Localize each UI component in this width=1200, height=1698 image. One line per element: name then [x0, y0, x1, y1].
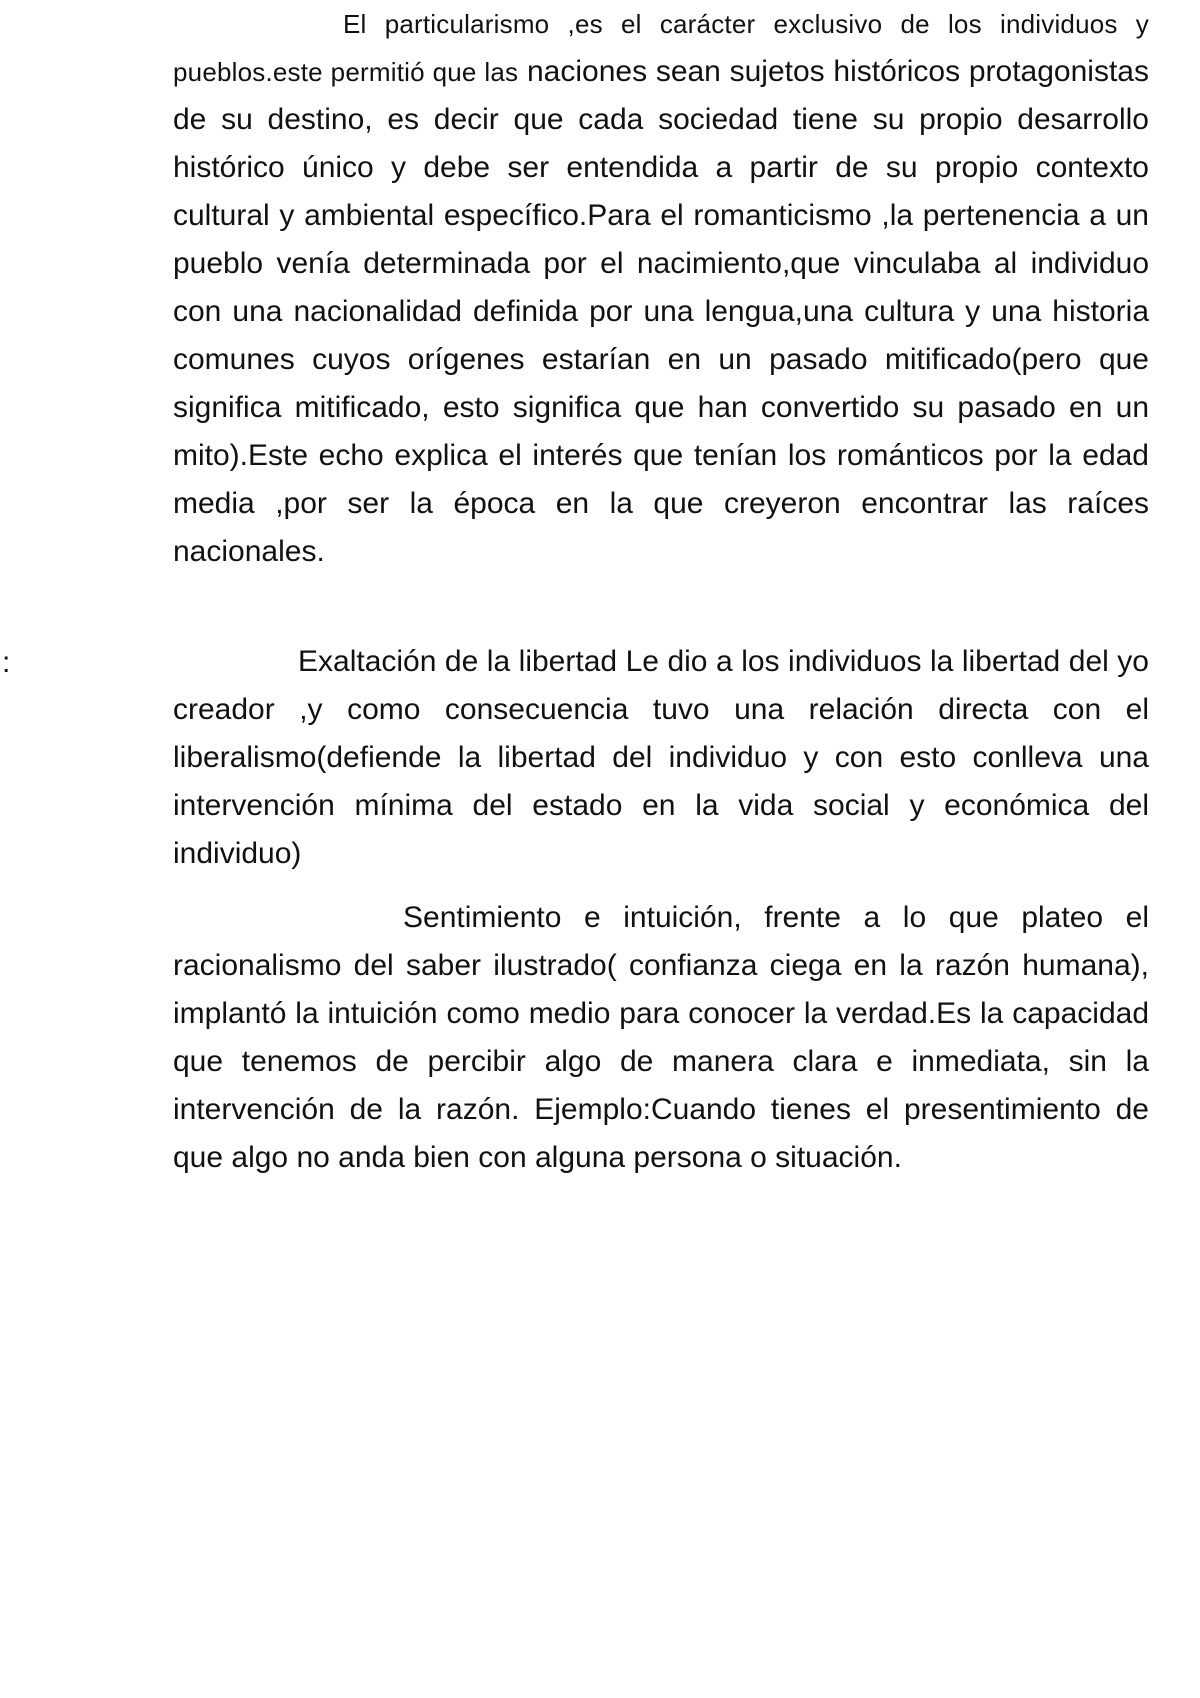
paragraph-body: naciones sean sujetos históricos protagonistas de su destino, es decir que cada sociedad tiene su propio desarrollo histórico único y debe ser entendida a partir de su propio contexto cultural y ambiental específico.Para el romanticismo ,la pertenencia a un pueblo venía determinada por el nacimiento,que vinculaba al individuo con una nacionalidad definida por una lengua,una cultura y una historia comunes cuyos orígenes estarían en un pasado mitificado(pero que significa mitificado, esto significa que han convertido su pasado en un mito).Este echo explica el interés que tenían los románticos por la edad media ,por ser la época en la que creyeron encontrar las raíces nacionales.: [173, 55, 1149, 568]
stray-colon-mark: :: [2, 646, 11, 679]
paragraph-particularismo: [173, 0, 1149, 576]
paragraph-sentimiento-intuicion: Sentimiento e intuición, frente a lo que plateo el racionalismo del saber ilustrado( confianza ciega en la razón humana), implantó la intuición como medio para conocer la verdad.Es la capacidad que tenemos de percibir algo de manera clara e inmediata, sin la intervención de la razón. Ejemplo:Cuando tienes el presentimiento de que algo no anda bien con alguna persona o situación.: [173, 901, 1149, 1174]
paragraph-exaltacion-libertad: Exaltación de la libertad Le dio a los individuos la libertad del yo creador ,y como consecuencia tuvo una relación directa con el liberalismo(defiende la libertad del individuo y con esto conlleva una intervención mínima del estado en la vida social y económica del individuo): [173, 645, 1149, 870]
paragraph-lead-small: El particularismo ,es el carácter exclusivo de los individuos y pueblos.este permitió que las: [173, 9, 1149, 87]
